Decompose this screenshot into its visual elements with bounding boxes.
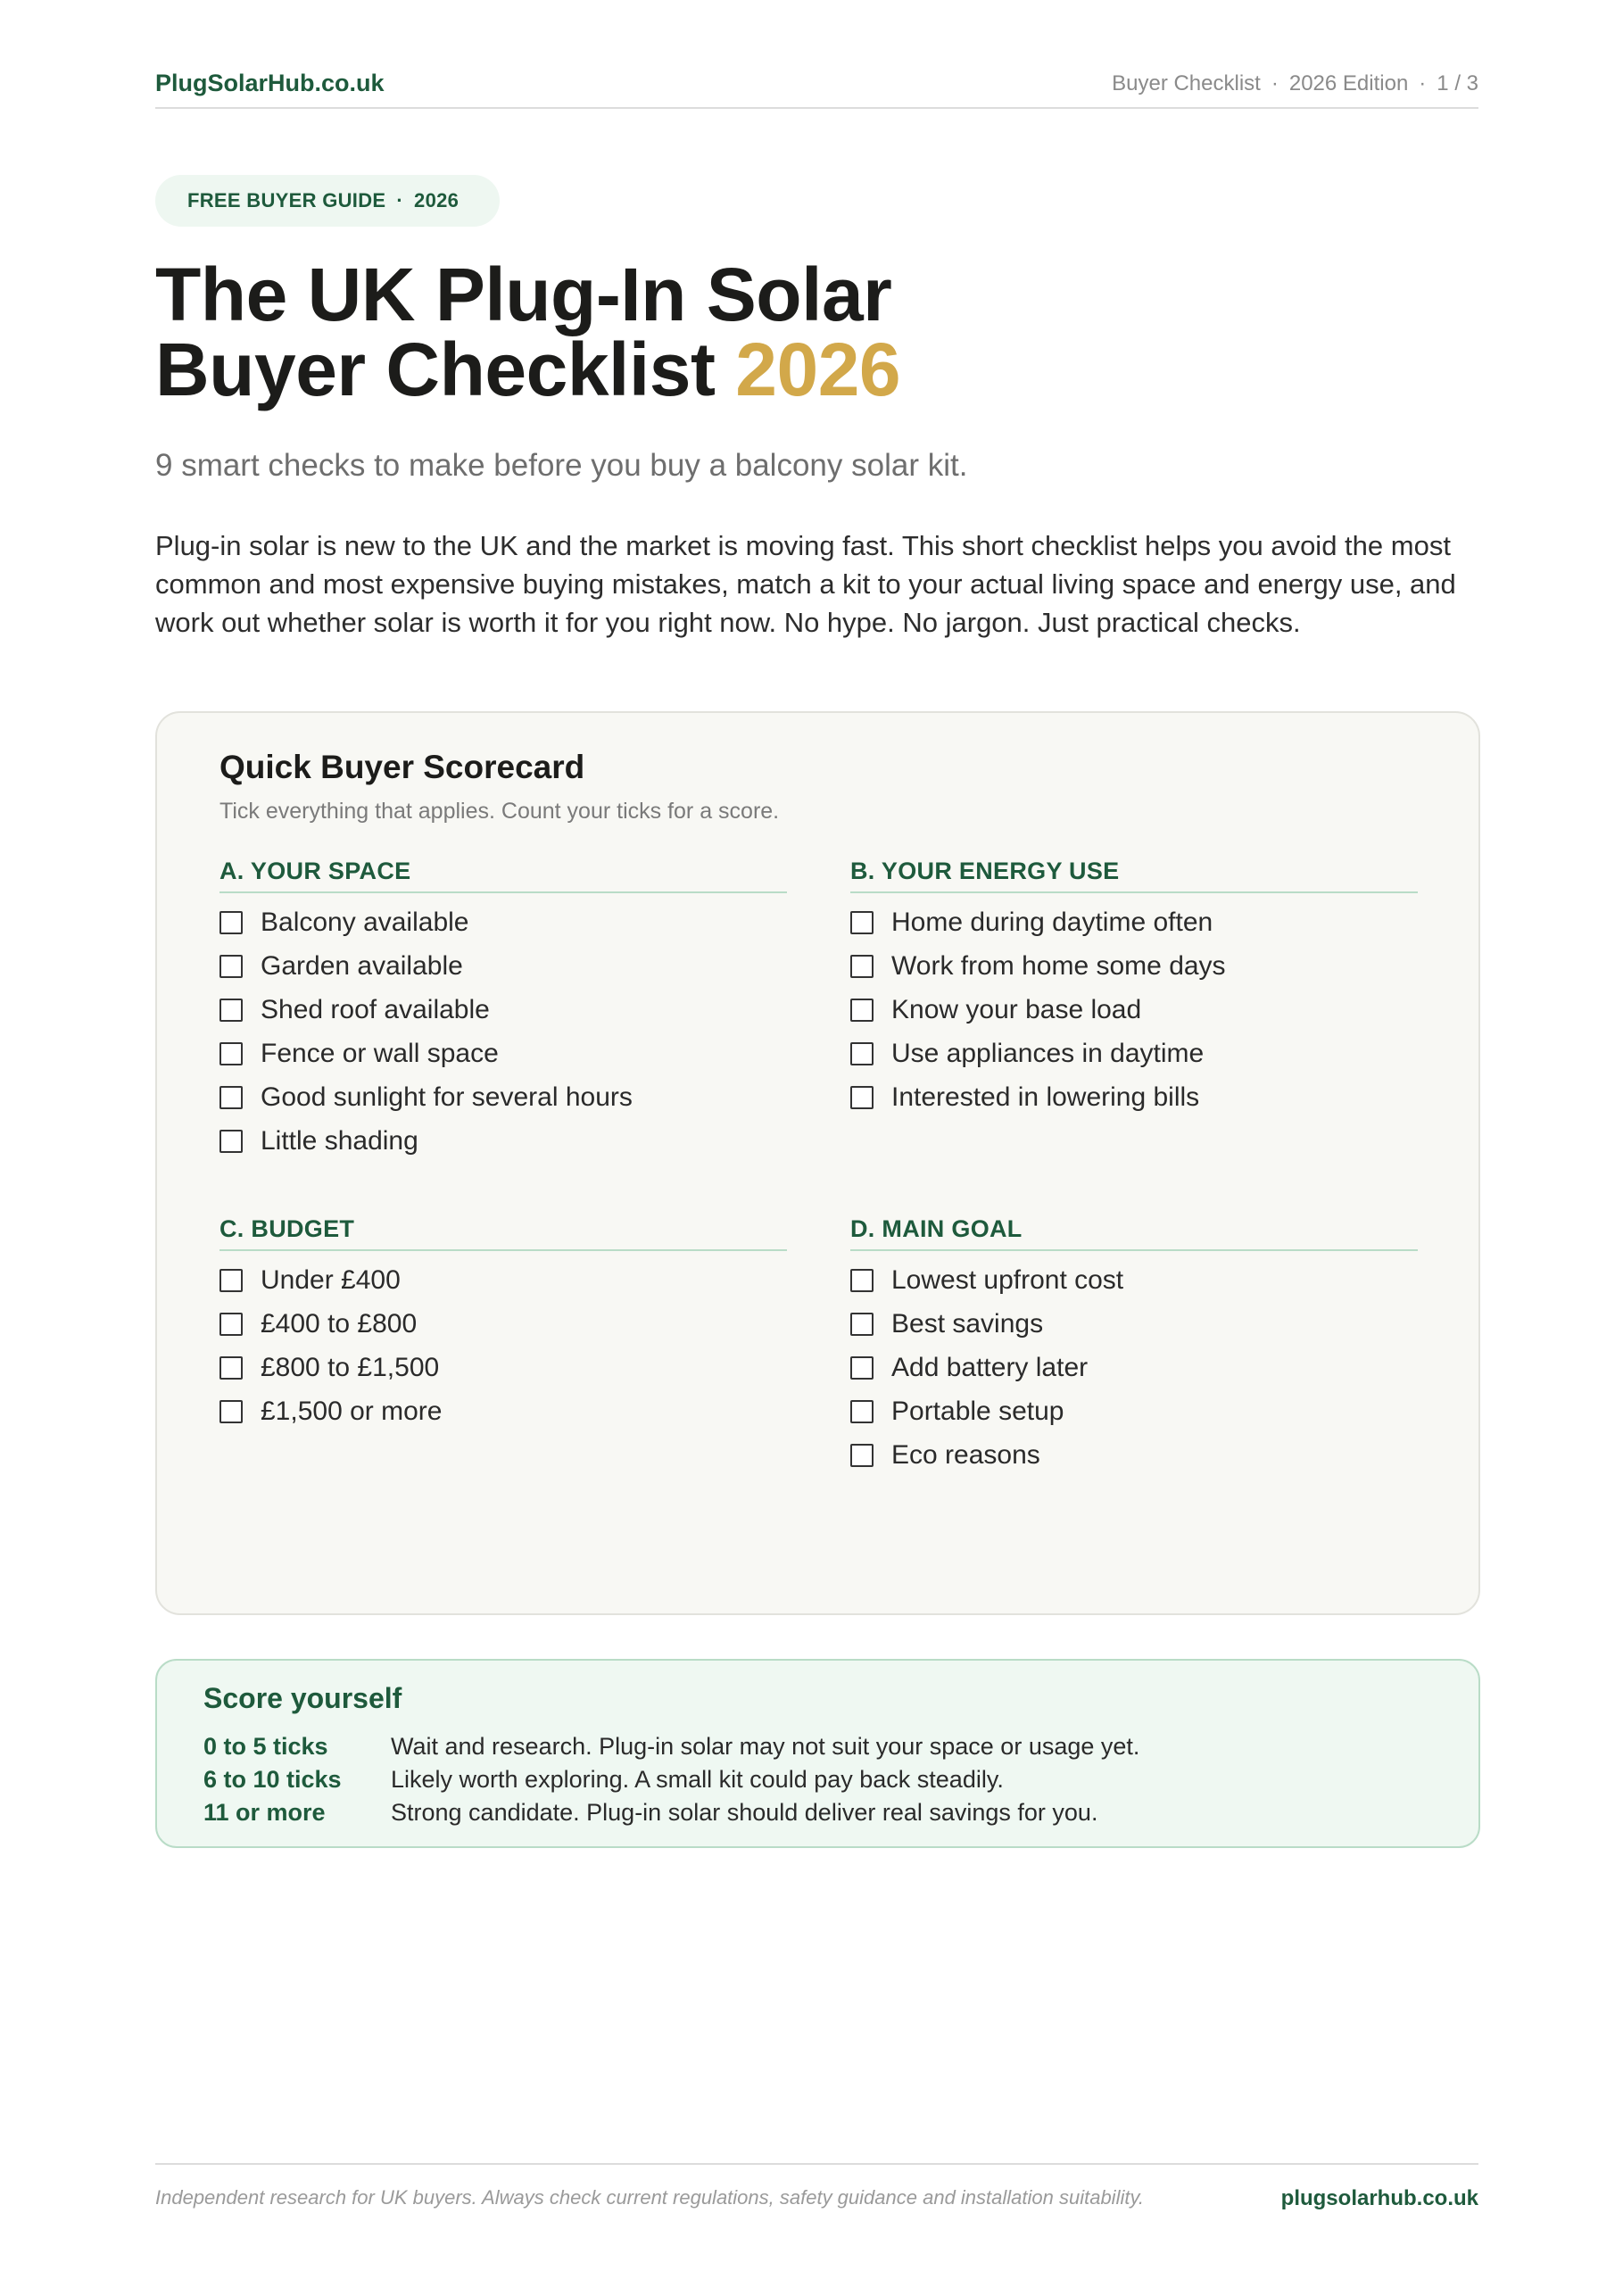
intro-paragraph: Plug-in solar is new to the UK and the market is moving fast. This short checklist helps you avoid the most common and most expensive buying mistakes, match a kit to your actual living space and energy use, and work out whether solar is worth it for you right now. No hype. No jargon. Just practical checks. (155, 530, 1456, 638)
checklist-item-label: Lowest upfront cost (891, 1264, 1124, 1295)
checklist-item[interactable] (850, 1302, 1418, 1346)
checkbox[interactable] (850, 1269, 874, 1292)
checklist-item-label: Best savings (891, 1308, 1044, 1339)
page-footer (155, 2163, 1478, 2222)
checklist-item[interactable] (850, 1258, 1418, 1302)
checkbox[interactable] (850, 999, 874, 1022)
checklist-item[interactable] (219, 988, 787, 1032)
checklist-item-label: Good sunlight for several hours (261, 1082, 633, 1112)
score-rows (203, 1730, 1139, 1829)
checklist (850, 1258, 1418, 1477)
score-range: 6 to 10 ticks (203, 1766, 342, 1793)
checklist (219, 1258, 787, 1433)
checklist-item[interactable] (219, 1346, 787, 1389)
checkbox[interactable] (219, 1313, 243, 1336)
checklist-item[interactable] (850, 1389, 1418, 1433)
checklist-item-label: Portable setup (891, 1396, 1064, 1426)
score-row (203, 1763, 1139, 1796)
checklist-item-label: Garden available (261, 950, 463, 981)
checkbox[interactable] (219, 911, 243, 934)
checklist-item[interactable] (850, 1346, 1418, 1389)
doc-name: Buyer Checklist (1112, 71, 1261, 95)
checkbox[interactable] (219, 999, 243, 1022)
edition-label: 2026 Edition (1288, 71, 1409, 95)
scorecard-subtitle: Tick everything that applies. Count your ticks for a score. (219, 799, 780, 824)
scorecard-panel (155, 711, 1480, 1615)
checklist-item-label: Work from home some days (891, 950, 1226, 981)
checklist (850, 900, 1418, 1119)
checklist-item-label: Little shading (261, 1125, 418, 1156)
score-title: Score yourself (203, 1682, 402, 1714)
checklist-item-label: Eco reasons (891, 1439, 1040, 1470)
badge-label: FREE BUYER GUIDE (187, 189, 386, 211)
guide-badge (155, 175, 500, 227)
page-subtitle: 9 smart checks to make before you buy a balcony solar kit. (155, 448, 968, 483)
checklist-item-label: Under £400 (261, 1264, 401, 1295)
title-line-1: The UK Plug-In Solar (155, 253, 892, 336)
badge-year: 2026 (414, 189, 460, 211)
checkbox[interactable] (850, 1444, 874, 1467)
section-your-space (219, 856, 787, 1163)
checklist-item-label: Add battery later (891, 1352, 1089, 1382)
checklist-item[interactable] (219, 900, 787, 944)
footer-link[interactable]: plugsolarhub.co.uk (1280, 2186, 1478, 2210)
checklist-item-label: £1,500 or more (261, 1396, 443, 1426)
checklist-item[interactable] (219, 1119, 787, 1163)
checklist-item[interactable] (219, 1389, 787, 1433)
brand-name[interactable]: PlugSolarHub.co.uk (155, 70, 385, 96)
header-meta (1112, 71, 1478, 96)
checkbox[interactable] (850, 1042, 874, 1065)
section-heading: C. BUDGET (219, 1214, 787, 1251)
checklist-item-label: Balcony available (261, 907, 469, 937)
checkbox[interactable] (219, 1042, 243, 1065)
checkbox[interactable] (850, 1400, 874, 1423)
section-heading: B. YOUR ENERGY USE (850, 856, 1418, 893)
checklist (219, 900, 787, 1163)
page-number: 1 / 3 (1437, 71, 1478, 95)
separator: · (1419, 71, 1427, 95)
section-heading: A. YOUR SPACE (219, 856, 787, 893)
checkbox[interactable] (850, 911, 874, 934)
footer-note: Independent research for UK buyers. Always check current regulations, safety guidance and installation suitability. (155, 2186, 1144, 2209)
section-energy-use (850, 856, 1418, 1119)
score-description: Wait and research. Plug-in solar may not suit your space or usage yet. (391, 1733, 1140, 1760)
score-row (203, 1730, 1139, 1763)
checklist-item[interactable] (850, 1075, 1418, 1119)
checklist-item[interactable] (219, 1075, 787, 1119)
section-heading: D. MAIN GOAL (850, 1214, 1418, 1251)
checklist-item[interactable] (850, 944, 1418, 988)
checkbox[interactable] (850, 955, 874, 978)
checkbox[interactable] (219, 1400, 243, 1423)
checkbox[interactable] (219, 955, 243, 978)
checkbox[interactable] (219, 1269, 243, 1292)
checklist-item-label: Interested in lowering bills (891, 1082, 1200, 1112)
page-title (155, 253, 901, 411)
score-key-panel (155, 1659, 1480, 1848)
checkbox[interactable] (219, 1130, 243, 1153)
checklist-item[interactable] (850, 1032, 1418, 1075)
score-description: Strong candidate. Plug-in solar should deliver real savings for you. (391, 1799, 1098, 1826)
checklist-item-label: Use appliances in daytime (891, 1038, 1205, 1068)
checklist-item[interactable] (850, 1433, 1418, 1477)
checklist-item[interactable] (219, 1302, 787, 1346)
checklist-item[interactable] (850, 900, 1418, 944)
checklist-item-label: £400 to £800 (261, 1308, 418, 1339)
score-row (203, 1796, 1139, 1829)
section-main-goal (850, 1214, 1418, 1477)
checklist-item[interactable] (219, 1258, 787, 1302)
checkbox[interactable] (850, 1356, 874, 1380)
checklist-item-label: Home during daytime often (891, 907, 1213, 937)
checklist-item-label: Shed roof available (261, 994, 490, 1024)
section-budget (219, 1214, 787, 1433)
score-range: 11 or more (203, 1799, 326, 1826)
checklist-item[interactable] (850, 988, 1418, 1032)
title-year: 2026 (735, 327, 901, 411)
checklist-item-label: Fence or wall space (261, 1038, 499, 1068)
checkbox[interactable] (850, 1313, 874, 1336)
scorecard-title: Quick Buyer Scorecard (219, 749, 585, 785)
checkbox[interactable] (850, 1086, 874, 1109)
title-line-2: Buyer Checklist (155, 327, 716, 411)
page-header (155, 64, 1478, 109)
checkbox[interactable] (219, 1086, 243, 1109)
score-range: 0 to 5 ticks (203, 1733, 328, 1760)
score-description: Likely worth exploring. A small kit could pay back steadily. (391, 1766, 1004, 1793)
checklist-item[interactable] (219, 944, 787, 988)
separator: · (396, 189, 404, 211)
checklist-item-label: £800 to £1,500 (261, 1352, 440, 1382)
checklist-item[interactable] (219, 1032, 787, 1075)
checkbox[interactable] (219, 1356, 243, 1380)
separator: · (1271, 71, 1279, 95)
checklist-item-label: Know your base load (891, 994, 1142, 1024)
